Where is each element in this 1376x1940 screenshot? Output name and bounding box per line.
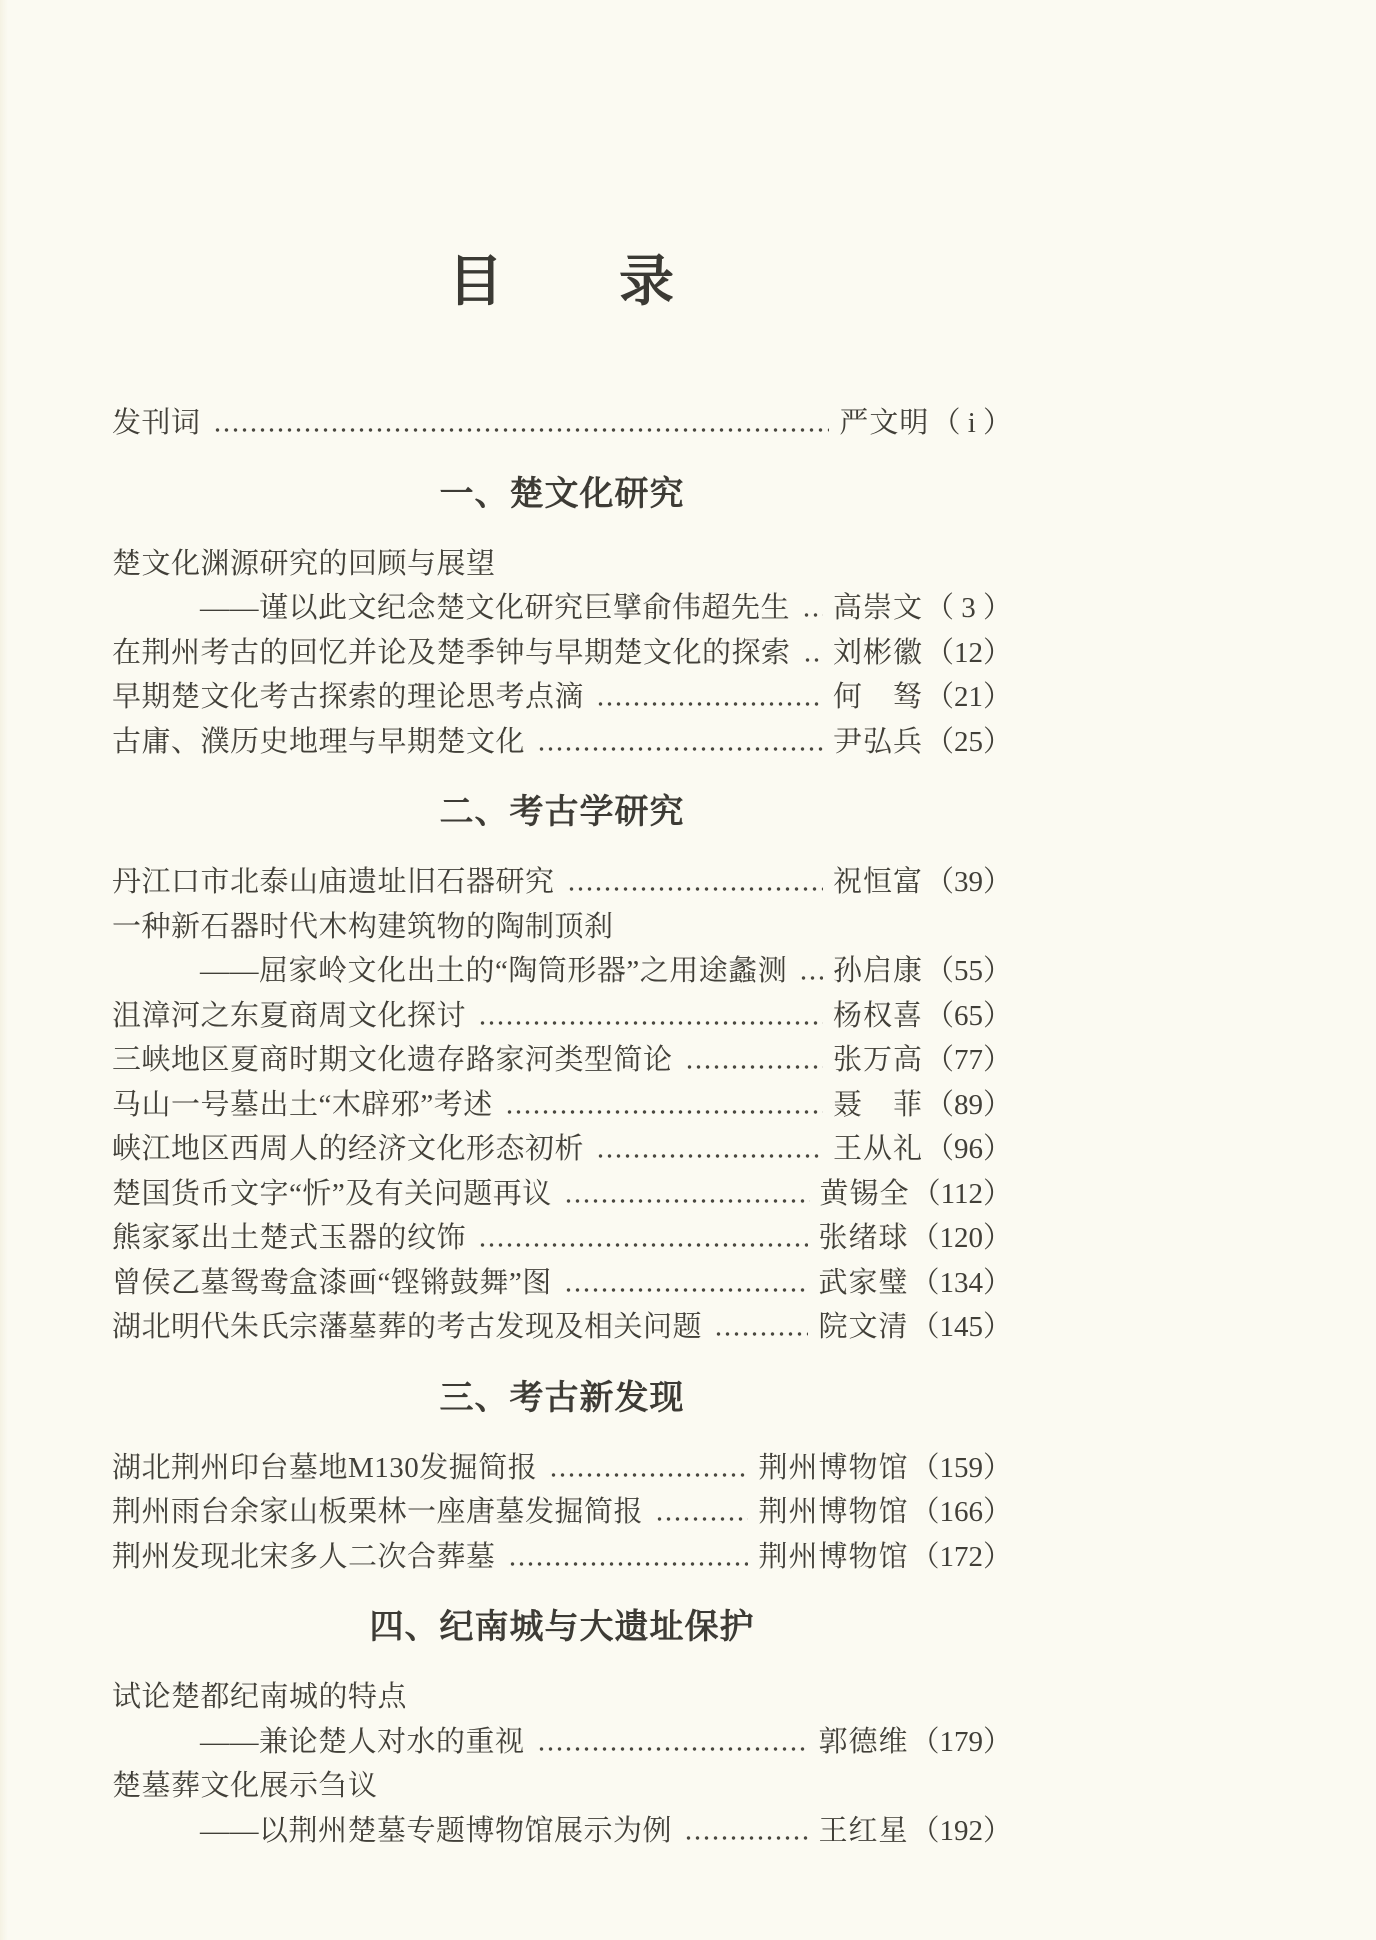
entry-author: 祝恒富	[832, 866, 923, 898]
entry-author: 孙启康	[832, 955, 923, 987]
toc-entry	[112, 675, 1012, 720]
entry-page-number: （172）	[910, 1540, 1012, 1573]
toc-entry	[112, 586, 1012, 631]
toc-entry	[112, 905, 1012, 950]
entry-ref	[833, 631, 1012, 676]
toc-entry	[112, 1305, 1012, 1350]
dot-leader	[537, 746, 823, 752]
entry-ref	[833, 994, 1012, 1039]
entry-page-number: （179）	[910, 1725, 1012, 1758]
dot-leader	[549, 1472, 748, 1478]
dot-leader	[478, 1242, 808, 1248]
toc	[112, 401, 1012, 1853]
entry-page-number: （ i ）	[931, 407, 1012, 439]
toc-entry	[112, 1764, 1012, 1809]
entry-author: 张绪球	[818, 1222, 909, 1254]
entry-author: 荆州博物馆	[758, 1496, 909, 1528]
entry-page-number: （39）	[924, 866, 1012, 898]
entry-title: 沮漳河之东夏商周文化探讨	[112, 999, 467, 1032]
entry-ref	[758, 1490, 1012, 1535]
toc-entry	[112, 1720, 1012, 1765]
toc-entry	[112, 542, 1012, 587]
toc-entry	[112, 631, 1012, 676]
entry-title: 马山一号墓出土“木辟邪”考述	[112, 1088, 493, 1121]
entry-ref	[833, 1083, 1012, 1128]
toc-entry	[112, 1675, 1012, 1720]
entry-title: 荆州雨台余家山板栗林一座唐墓发掘简报	[112, 1496, 644, 1528]
entry-page-number: （ 3 ）	[924, 592, 1012, 624]
entry-ref	[833, 1038, 1012, 1083]
entry-page-number: （145）	[910, 1311, 1012, 1343]
section-heading: 四、纪南城与大遗址保护	[369, 1607, 755, 1647]
dot-leader	[802, 612, 823, 618]
entry-title: 发刊词	[112, 407, 201, 439]
entry-page-number: （65）	[924, 999, 1012, 1032]
entry-author: 聂 菲	[832, 1088, 923, 1121]
toc-entry	[112, 1261, 1012, 1306]
entry-page-number: （77）	[924, 1044, 1012, 1076]
entry-author: 何 驽	[832, 681, 923, 713]
dot-leader	[596, 1153, 823, 1159]
entry-title: 湖北明代朱氏宗藩墓葬的考古发现及相关问题	[112, 1311, 703, 1343]
entry-ref	[818, 1261, 1012, 1306]
entry-ref	[839, 401, 1012, 446]
toc-entry	[112, 401, 1012, 446]
entry-page-number: （55）	[924, 955, 1012, 987]
section-rows	[112, 542, 1012, 765]
entry-page-number: （21）	[924, 681, 1012, 713]
toc-entry	[112, 994, 1012, 1039]
entry-page-number: （166）	[910, 1496, 1012, 1528]
entry-author: 荆州博物馆	[758, 1451, 909, 1484]
entry-ref	[833, 720, 1012, 765]
entry-author: 张万高	[832, 1044, 923, 1076]
toc-entry	[112, 720, 1012, 765]
entry-ref	[818, 1720, 1012, 1765]
toc-entry	[112, 1083, 1012, 1128]
entry-title: 早期楚文化考古探索的理论思考点滴	[112, 681, 585, 713]
dot-leader	[799, 975, 823, 981]
entry-page-number: （89）	[924, 1088, 1012, 1121]
toc-entry	[112, 1535, 1012, 1580]
entry-title: 峡江地区西周人的经济文化形态初析	[112, 1133, 585, 1165]
entry-page-number: （112）	[911, 1177, 1012, 1210]
entry-author: 院文清	[818, 1311, 909, 1343]
dot-leader	[684, 1835, 808, 1841]
entry-ref	[833, 949, 1012, 994]
toc-entry	[112, 1446, 1012, 1491]
dot-leader	[803, 657, 823, 663]
toc-entry	[112, 1490, 1012, 1535]
toc-entry	[112, 1127, 1012, 1172]
entry-title: 曾侯乙墓鸳鸯盒漆画“铿锵鼓舞”图	[112, 1266, 552, 1299]
section-rows	[112, 401, 1012, 446]
entry-page-number: （25）	[924, 725, 1012, 758]
entry-author: 王从礼	[832, 1133, 923, 1165]
entry-ref	[818, 1809, 1012, 1854]
entry-title: 在荆州考古的回忆并论及楚季钟与早期楚文化的探索	[112, 636, 791, 669]
dot-leader	[505, 1109, 823, 1115]
dot-leader	[564, 1287, 809, 1293]
page-content	[112, 0, 1012, 1853]
entry-page-number: （120）	[910, 1222, 1012, 1254]
entry-title: ——兼论楚人对水的重视	[200, 1725, 525, 1758]
entry-page-number: （12）	[924, 636, 1012, 669]
dot-leader	[655, 1516, 748, 1522]
entry-ref	[820, 1172, 1012, 1217]
section-rows	[112, 860, 1012, 1350]
entry-title: ——以荆州楚墓专题博物馆展示为例	[200, 1814, 673, 1847]
entry-title: 古庸、濮历史地理与早期楚文化	[112, 725, 526, 758]
entry-title: ——谨以此文纪念楚文化研究巨擘俞伟超先生	[200, 592, 791, 624]
dot-leader	[685, 1064, 823, 1070]
toc-entry	[112, 1038, 1012, 1083]
dot-leader	[478, 1020, 823, 1026]
entry-author: 荆州博物馆	[758, 1540, 909, 1573]
entry-author: 武家璧	[818, 1266, 909, 1299]
entry-page-number: （159）	[910, 1451, 1012, 1484]
dot-leader	[596, 701, 823, 707]
toc-entry	[112, 1809, 1012, 1854]
entry-title: 丹江口市北泰山庙遗址旧石器研究	[112, 866, 555, 898]
entry-title: 湖北荆州印台墓地M130发掘简报	[112, 1451, 538, 1484]
entry-page-number: （96）	[924, 1133, 1012, 1165]
section-heading: 二、考古学研究	[439, 792, 685, 832]
entry-title: 熊家冢出土楚式玉器的纹饰	[112, 1222, 467, 1254]
dot-leader	[714, 1331, 808, 1337]
entry-title: 荆州发现北宋多人二次合葬墓	[112, 1540, 496, 1573]
entry-ref	[833, 586, 1012, 631]
section-heading: 三、考古新发现	[439, 1377, 685, 1418]
entry-title: 楚墓葬文化展示刍议	[112, 1770, 378, 1802]
entry-ref	[833, 1127, 1012, 1172]
entry-author: 杨权喜	[832, 999, 923, 1032]
entry-ref	[818, 1305, 1012, 1350]
entry-ref	[833, 860, 1012, 905]
toc-entry	[112, 1172, 1012, 1217]
entry-author: 尹弘兵	[832, 725, 923, 758]
entry-title: 楚文化渊源研究的回顾与展望	[112, 547, 496, 580]
entry-ref	[818, 1216, 1012, 1261]
entry-title: 一种新石器时代木构建筑物的陶制顶刹	[112, 910, 614, 943]
entry-ref	[758, 1535, 1012, 1580]
entry-author: 严文明	[839, 407, 930, 439]
page-title: 目 录	[447, 251, 676, 312]
entry-ref	[833, 675, 1012, 720]
entry-title: 三峡地区夏商时期文化遗存路家河类型简论	[112, 1044, 673, 1076]
toc-entry	[112, 949, 1012, 994]
entry-page-number: （192）	[910, 1814, 1012, 1847]
section-rows	[112, 1446, 1012, 1580]
toc-entry	[112, 1216, 1012, 1261]
entry-author: 高崇文	[832, 592, 923, 624]
dot-leader	[564, 1198, 810, 1204]
entry-title: ——屈家岭文化出土的“陶筒形器”之用途蠡测	[200, 955, 788, 987]
dot-leader	[537, 1746, 809, 1752]
entry-title: 试论楚都纪南城的特点	[112, 1681, 408, 1713]
entry-author: 刘彬徽	[832, 636, 923, 669]
entry-author: 郭德维	[818, 1725, 909, 1758]
toc-entry	[112, 860, 1012, 905]
section-heading: 一、楚文化研究	[439, 473, 685, 514]
section-rows	[112, 1675, 1012, 1853]
entry-author: 王红星	[818, 1814, 909, 1847]
entry-author: 黄锡全	[819, 1177, 910, 1210]
entry-ref	[758, 1446, 1012, 1491]
dot-leader	[213, 427, 830, 433]
dot-leader	[567, 886, 823, 892]
entry-title: 楚国货币文字“忻”及有关问题再议	[112, 1177, 552, 1210]
dot-leader	[508, 1561, 749, 1567]
entry-page-number: （134）	[910, 1266, 1012, 1299]
